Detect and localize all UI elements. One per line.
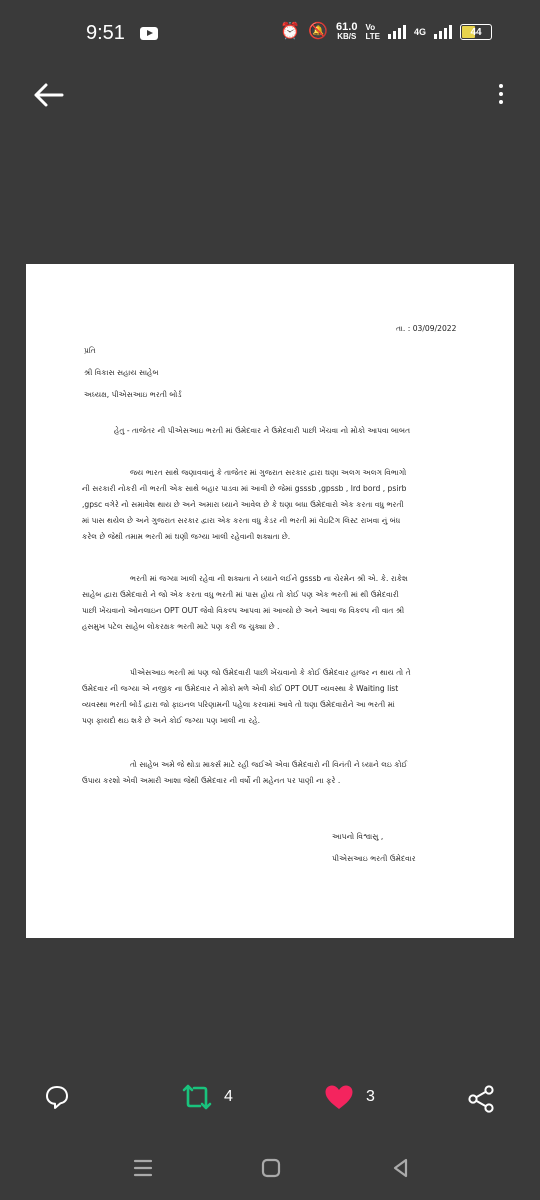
paragraph-line: માં પાસ થયેલ છે અને ગુજરાત સરકાર દ્વારા એક કરતા વધુ કેડર ની ભરતી માં વેઇટિંગ લિસ્ટ રાખવા નું બંધ — [82, 516, 401, 525]
retweet-button[interactable] — [182, 1084, 233, 1110]
retweet-count: 4 — [224, 1088, 233, 1105]
signal-icon-2 — [434, 25, 452, 39]
home-icon[interactable] — [260, 1157, 282, 1179]
paragraph-line: ની સરકારી નોકરી ની ભરતી એક સાથે બહાર પાડવા માં આવી છે જેમાં gsssb ,gpssb , lrd bord , psirb — [82, 484, 407, 493]
reply-icon — [44, 1084, 70, 1110]
status-bar — [0, 0, 540, 70]
paragraph-line: ભરતી માં જગ્યા ખાલી રહેવા ની શક્યતા ને ધ્યાને લઈને gsssb ના ચેરમેન શ્રી એ. કે. રાકેશ — [130, 574, 408, 583]
paragraph-line: સાહેબ દ્વારા ઉમેદવારો ને જો એક કરતા વધુ ભરતી માં પાસ હોય તો કોઈ પણ એક ભરતી માં થી ઉમેદવારી — [82, 590, 399, 599]
letter-image — [26, 264, 514, 938]
network-4g-label: 4G — [413, 27, 426, 37]
paragraph-line: કરેલ છે જેથી તમામ ભરતી માં ઘણી જગ્યા ખાલી રહેવાની શક્યતા છે. — [82, 532, 291, 541]
paragraph-line: જય ભારત સાથે જણાવવાનું કે તાજેતર માં ગુજરાત સરકાર દ્વારા ઘણા અલગ અલગ વિભાગો — [130, 468, 407, 477]
like-count: 3 — [366, 1088, 375, 1105]
letter-recipient-name: શ્રી વિકાસ સહાય સાહેબ — [84, 368, 159, 377]
letter-signature: પીએસઆઇ ભરતી ઉમેદવાર — [332, 854, 416, 863]
paragraph-line: હસમુખ પટેલ સાહેબ લોકરક્ષક ભરતી માટે પણ કરી જ ચુક્યા છે . — [82, 622, 280, 631]
status-icons — [280, 22, 492, 42]
paragraph-line: ,gpsc વગેરે નો સમાવેશ થાય છે અને અમારા ધ્યાને આવેલ છે કે ઘણા બધા ઉમેદવારો એક કરતા વધુ ભરતી — [82, 500, 404, 509]
youtube-icon — [140, 27, 158, 40]
share-button[interactable] — [466, 1084, 496, 1114]
action-bar — [0, 1070, 540, 1126]
paragraph-line: ઉમેદવાર ની જગ્યા એ નજીક ના ઉમેદવાર ને મોકો મળે એવી કોઈ OPT OUT વ્યવસ્થા કે Waiting list — [82, 684, 399, 693]
paragraph-line: વ્યવસ્થા ભરતી બોર્ડ દ્વારા જો ફાઇનલ પરિણામની પહેલા કરવામાં આવે તો ઘણા ઉમેદવારોને આ ભરતી માં — [82, 700, 395, 709]
paragraph-line: પીએસઆઇ ભરતી માં પણ જો ઉમેદવારી પાછી ખેંચવાનો કે કોઈ ઉમેદવાર હાજર ન થાય તો તે — [130, 668, 411, 677]
reply-button[interactable] — [44, 1084, 70, 1110]
signal-icon — [388, 25, 406, 39]
heart-icon — [324, 1084, 354, 1110]
alarm-icon: ⏰ — [280, 23, 301, 40]
letter-date: તા. : 03/09/2022 — [396, 324, 457, 333]
letter-closing: આપનો વિશ્વાસુ , — [332, 832, 384, 841]
battery-icon: 44 — [460, 24, 492, 40]
more-options-icon[interactable] — [496, 80, 506, 114]
mute-icon: 🔕 — [308, 23, 329, 40]
volte-indicator: Vo LTE — [365, 23, 380, 41]
letter-recipient-title: અધ્યક્ષ, પીએસઆઇ ભરતી બોર્ડ — [84, 390, 182, 399]
like-button[interactable] — [324, 1084, 375, 1110]
network-speed: 61.0 KB/S — [336, 21, 358, 41]
status-time: 9:51 — [86, 22, 125, 44]
letter-to: પ્રતિ — [84, 346, 96, 355]
paragraph-line: પણ ફાયદો થઇ શકે છે અને કોઈ જગ્યા પણ ખાલી ના રહે. — [82, 716, 261, 725]
letter-subject: હેતુ - તાજેતર ની પીએસઆઇ ભરતી માં ઉમેદવાર ને ઉમેદવારી પાછી ખેંચવા નો મોકો આપવા બાબત — [114, 426, 411, 435]
retweet-icon — [182, 1084, 212, 1110]
paragraph-line: તો સાહેબ અમે જે થોડા માર્ક્સ માટે રહી જઈએ એવા ઉમેદવારો ની વિનંતી ને ધ્યાને લઇ કોઈ — [130, 760, 408, 769]
share-icon — [466, 1084, 496, 1114]
paragraph-line: પાછી ખેંચવાનો ઓનલાઇન OPT OUT જેવો વિકલ્પ આપવા માં આવ્યો છે અને આવા જ વિકલ્પ ની વાત શ્રી — [82, 606, 405, 615]
system-navigation-bar — [0, 1140, 540, 1200]
back-nav-icon[interactable] — [390, 1157, 412, 1179]
paragraph-line: ઉપાય કરશો એવી અમારી આશા જેથી ઉમેદવાર ની વર્ષો ની મહેનત પર પાણી ના ફરે . — [82, 776, 341, 785]
recent-apps-icon[interactable] — [132, 1158, 154, 1178]
back-arrow-icon[interactable] — [30, 80, 66, 110]
